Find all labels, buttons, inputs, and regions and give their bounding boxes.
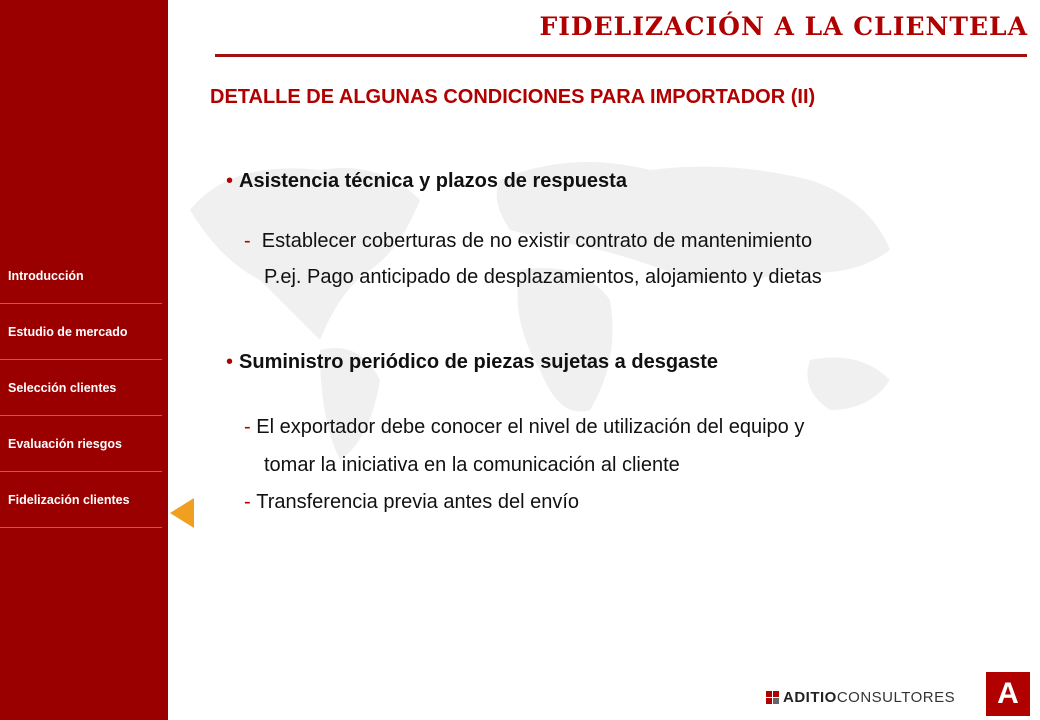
bullet-heading-suministro — [226, 351, 718, 374]
bullet-icon: • — [226, 351, 234, 373]
bullet-heading-text: Asistencia técnica y plazos de respuesta — [239, 170, 627, 192]
title-divider — [215, 54, 1027, 57]
logo-text-light: CONSULTORES — [836, 688, 956, 706]
dash-icon: - — [244, 416, 251, 438]
list-item — [244, 491, 579, 514]
bullet-icon: • — [226, 170, 234, 192]
list-item-text: Establecer coberturas de no existir contrato de mantenimiento — [261, 230, 813, 252]
sidebar-item-evaluacion-riesgos[interactable] — [0, 416, 162, 472]
brand-mark-icon: A — [986, 672, 1030, 716]
list-item-text: Transferencia previa antes del envío — [256, 491, 580, 513]
list-item-text: El exportador debe conocer el nivel de utilización del equipo y — [256, 416, 805, 438]
list-item-continuation: P.ej. Pago anticipado de desplazamientos, alojamiento y dietas — [264, 266, 822, 288]
sidebar-nav — [0, 248, 162, 528]
page-title: FIDELIZACIÓN A LA CLIENTELA — [539, 12, 1028, 41]
sidebar-item-label: Selección clientes — [8, 380, 117, 395]
dash-icon: - — [244, 491, 251, 513]
sidebar-item-label: Evaluación riesgos — [8, 436, 122, 451]
page-subtitle: DETALLE DE ALGUNAS CONDICIONES PARA IMPORTADOR (II) — [210, 86, 816, 108]
list-item-continuation: tomar la iniciativa en la comunicación al cliente — [264, 454, 680, 476]
bullet-heading-asistencia — [226, 170, 627, 193]
sidebar-item-estudio-mercado[interactable] — [0, 304, 162, 360]
company-logo — [766, 686, 955, 708]
dash-icon: - — [244, 230, 251, 252]
sidebar-item-label: Fidelización clientes — [8, 492, 130, 507]
logo-mark-icon — [766, 691, 779, 704]
sidebar-item-seleccion-clientes[interactable] — [0, 360, 162, 416]
list-item — [244, 230, 812, 253]
bullet-heading-text: Suministro periódico de piezas sujetas a desgaste — [239, 351, 719, 373]
sidebar-item-introduccion[interactable] — [0, 248, 162, 304]
sidebar-item-fidelizacion-clientes[interactable] — [0, 472, 162, 528]
list-item — [244, 416, 804, 439]
sidebar-item-label: Introducción — [8, 268, 84, 283]
logo-text-bold: ADITIO — [783, 688, 837, 706]
sidebar-item-label: Estudio de mercado — [8, 324, 128, 339]
active-section-pointer-icon — [170, 498, 194, 528]
sidebar — [0, 0, 168, 720]
